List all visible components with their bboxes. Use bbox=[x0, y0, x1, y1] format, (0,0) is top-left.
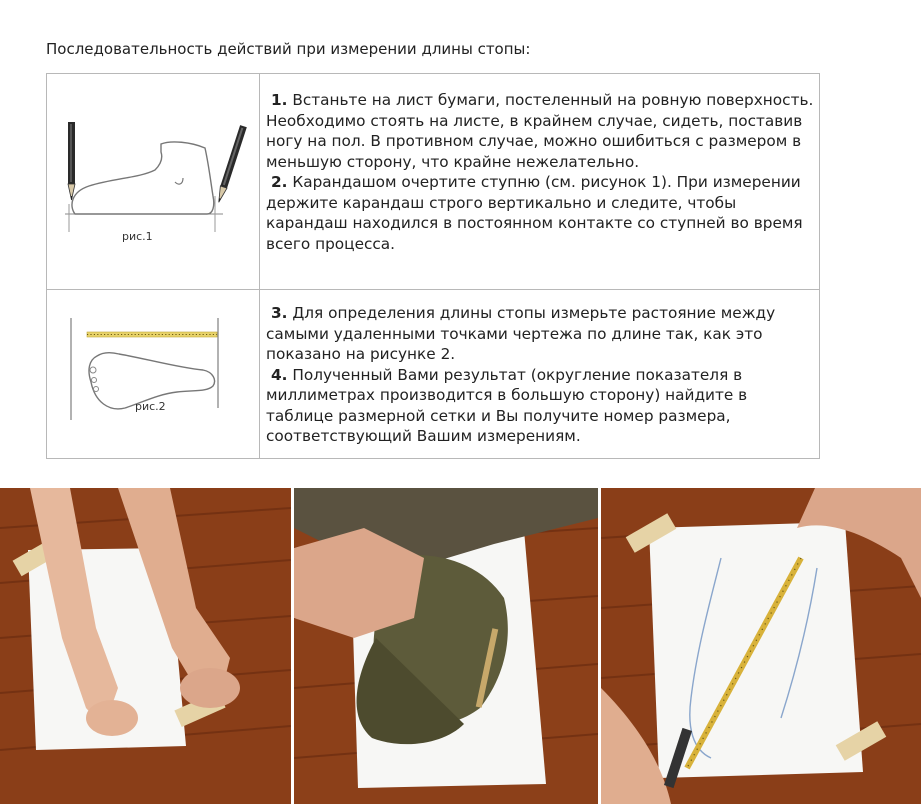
step-item bbox=[266, 172, 818, 254]
steps-row bbox=[47, 74, 819, 290]
steps-text bbox=[266, 303, 818, 447]
step-item bbox=[266, 90, 818, 172]
steps-text bbox=[266, 90, 818, 254]
foot-top-outline-with-ruler-icon bbox=[47, 290, 260, 458]
step-item bbox=[266, 365, 818, 447]
step-number: 1. bbox=[271, 91, 288, 109]
step-text: Встаньте на лист бумаги, постеленный на ровную поверхность. Необходимо стоять на листе, в крайнем случае, сидеть, поставив ногу на пол. В противном случае, можно ошибиться с размером в меньшую сторону, что крайне нежелательно. bbox=[266, 91, 814, 171]
step-number: 4. bbox=[271, 365, 288, 384]
figure-cell bbox=[47, 290, 260, 458]
photo-strip bbox=[0, 488, 921, 804]
figure-cell bbox=[47, 74, 260, 289]
step-number: 3. bbox=[271, 304, 288, 322]
steps-table bbox=[46, 73, 820, 459]
figure-caption: рис.1 bbox=[122, 230, 153, 243]
step-item bbox=[266, 303, 818, 365]
step-text: Полученный Вами результат (округление показателя в миллиметрах производится в большую сторону) найдите в таблице размерной сетки и Вы получите номер размера, соответствующий Вашим измерениям. bbox=[266, 365, 748, 445]
photo-measuring-outline-with-tape-icon bbox=[601, 488, 921, 804]
photo-taping-paper-to-floor-icon bbox=[0, 488, 291, 804]
step-text: Для определения длины стопы измерьте растояние между самыми удаленными точками чертежа по длине так, как это показано на рисунке 2. bbox=[266, 304, 776, 363]
foot-side-outline-with-pencils-icon bbox=[47, 74, 260, 290]
step-text: Карандашом очертите ступню (см. рисунок 1). При измерении держите карандаш строго вертикально и следите, чтобы карандаш находился в постоянном контакте со ступней во время всего процесса. bbox=[266, 173, 803, 253]
step-number: 2. bbox=[271, 173, 288, 191]
steps-row bbox=[47, 290, 819, 458]
figure-caption: рис.2 bbox=[135, 400, 166, 413]
photo-tracing-foot-on-paper-icon bbox=[294, 488, 598, 804]
page-heading: Последовательность действий при измерении длины стопы: bbox=[46, 40, 531, 58]
